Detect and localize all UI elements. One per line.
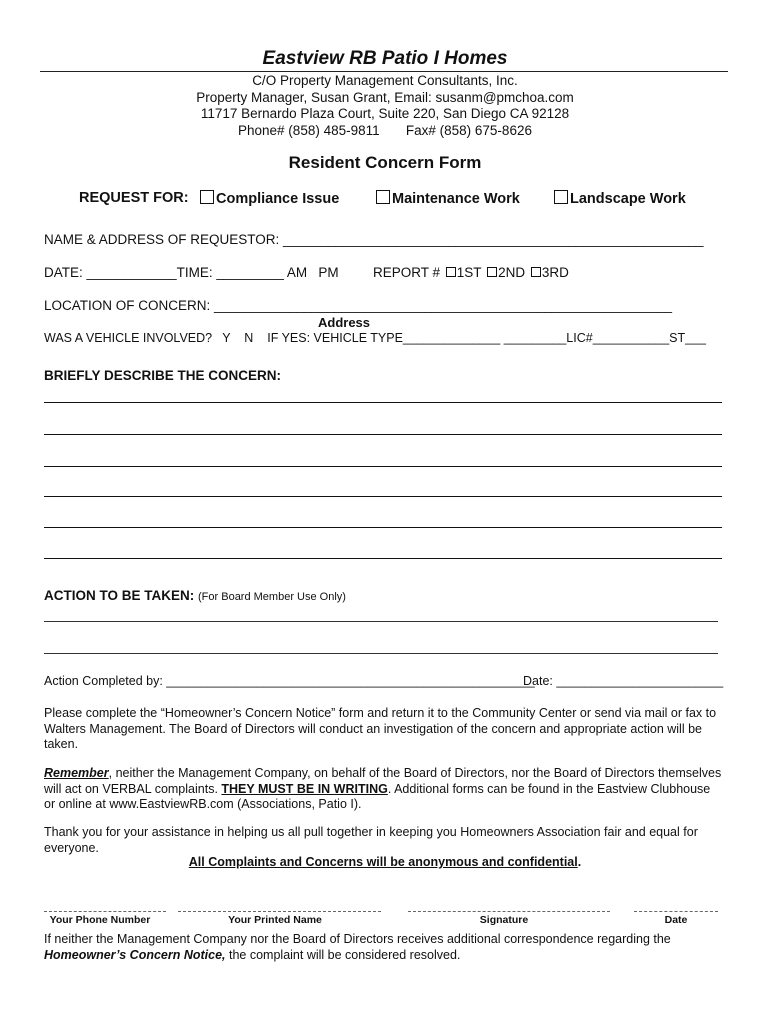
describe-label: BRIEFLY DESCRIBE THE CONCERN:	[44, 368, 282, 383]
compliance-checkbox[interactable]	[200, 190, 214, 204]
instructions-paragraph: Please complete the “Homeowner’s Concern Notice” form and return it to the Community Center or send via mail or fax to Walters Management. The Board of Directors will conduct an investigation of the concern and appropriate action will be taken.	[44, 706, 717, 751]
report-label: REPORT #	[373, 265, 441, 280]
date-time-field[interactable]: DATE: ____________TIME: _________ AM PM	[44, 265, 339, 280]
header-phone-fax: Phone# (858) 485-9811 Fax# (858) 675-8626	[238, 122, 532, 138]
footer-note	[44, 932, 724, 963]
option-compliance[interactable]	[200, 190, 339, 207]
printed-name-label: Your Printed Name	[228, 914, 322, 926]
date-sign-label: Date	[664, 914, 688, 926]
report-1st-checkbox[interactable]	[446, 267, 456, 277]
action-note: (For Board Member Use Only)	[198, 591, 346, 603]
report-number	[373, 265, 569, 280]
location-field[interactable]: LOCATION OF CONCERN: _____________________________________________________________	[44, 298, 673, 313]
action-line-2[interactable]	[44, 653, 718, 654]
anonymity-note	[0, 855, 770, 869]
footer-text-b: the complaint will be considered resolved.	[225, 947, 461, 962]
form-title: Resident Concern Form	[288, 153, 482, 172]
footer-emph: Homeowner’s Concern Notice,	[44, 947, 226, 962]
action-label	[44, 588, 346, 603]
action-label-text: ACTION TO BE TAKEN:	[44, 588, 195, 603]
describe-line-4[interactable]	[44, 496, 722, 497]
thank-you-paragraph: Thank you for your assistance in helping us all pull together in keeping you Homeowners Association fair and equal for everyone.	[44, 825, 698, 855]
option-landscape[interactable]	[554, 190, 686, 207]
report-3rd-checkbox[interactable]	[531, 267, 541, 277]
must-be-writing: THEY MUST BE IN WRITING	[221, 781, 388, 796]
title-underline	[40, 71, 728, 72]
date-sign-line[interactable]	[634, 911, 718, 912]
remember-word: Remember	[44, 766, 109, 780]
landscape-checkbox[interactable]	[554, 190, 568, 204]
document-title: Eastview RB Patio I Homes	[262, 48, 508, 69]
describe-line-2[interactable]	[44, 434, 722, 435]
header-manager: Property Manager, Susan Grant, Email: susanm@pmchoa.com	[196, 89, 574, 105]
signature-label: Signature	[479, 914, 529, 926]
header-address: 11717 Bernardo Plaza Court, Suite 220, San Diego CA 92128	[200, 106, 570, 121]
describe-line-1[interactable]	[44, 402, 722, 403]
report-2nd-label: 2ND	[498, 265, 526, 280]
report-1st-label: 1ST	[456, 265, 482, 280]
action-completed-field[interactable]: Action Completed by: _____________________________________________________	[44, 674, 535, 688]
describe-line-5[interactable]	[44, 527, 722, 528]
option-landscape-label: Landscape Work	[570, 191, 686, 207]
anonymity-text: All Complaints and Concerns will be anonymous and confidential	[188, 855, 578, 869]
printed-name-line[interactable]	[178, 911, 381, 912]
action-line-1[interactable]	[44, 621, 718, 622]
address-sublabel: Address	[318, 315, 371, 330]
remember-text-a: , neither the Management Company, on behalf of the Board of Directors, nor the Board of Directors themselves will act on VERBAL complaints.	[44, 766, 722, 796]
option-compliance-label: Compliance Issue	[216, 191, 340, 207]
request-for-label: REQUEST FOR:	[79, 190, 189, 206]
phone-line[interactable]	[44, 911, 166, 912]
report-2nd-checkbox[interactable]	[487, 267, 497, 277]
describe-line-3[interactable]	[44, 466, 722, 467]
option-maintenance-label: Maintenance Work	[392, 191, 520, 207]
name-address-field[interactable]: NAME & ADDRESS OF REQUESTOR: ________________________________________________________	[44, 232, 704, 247]
phone-label: Your Phone Number	[49, 914, 151, 926]
remember-paragraph	[44, 766, 724, 813]
maintenance-checkbox[interactable]	[376, 190, 390, 204]
signature-line[interactable]	[408, 911, 610, 912]
report-3rd-label: 3RD	[541, 265, 569, 280]
header-company: C/O Property Management Consultants, Inc.	[252, 73, 518, 88]
vehicle-field[interactable]: WAS A VEHICLE INVOLVED? Y N IF YES: VEHICLE TYPE______________ _________LIC#___________ST___	[44, 331, 706, 345]
describe-line-6[interactable]	[44, 558, 722, 559]
action-date-field[interactable]: Date: ________________________	[523, 674, 724, 688]
footer-text-a: If neither the Management Company nor the Board of Directors receives additional correspondence regarding the	[44, 932, 671, 946]
remember-text-b: . Additional forms can be found in the Eastview Clubhouse or online at www.EastviewRB.com (Associations, Patio I).	[44, 781, 711, 811]
option-maintenance[interactable]	[376, 190, 520, 207]
anonymity-period: .	[577, 855, 582, 869]
